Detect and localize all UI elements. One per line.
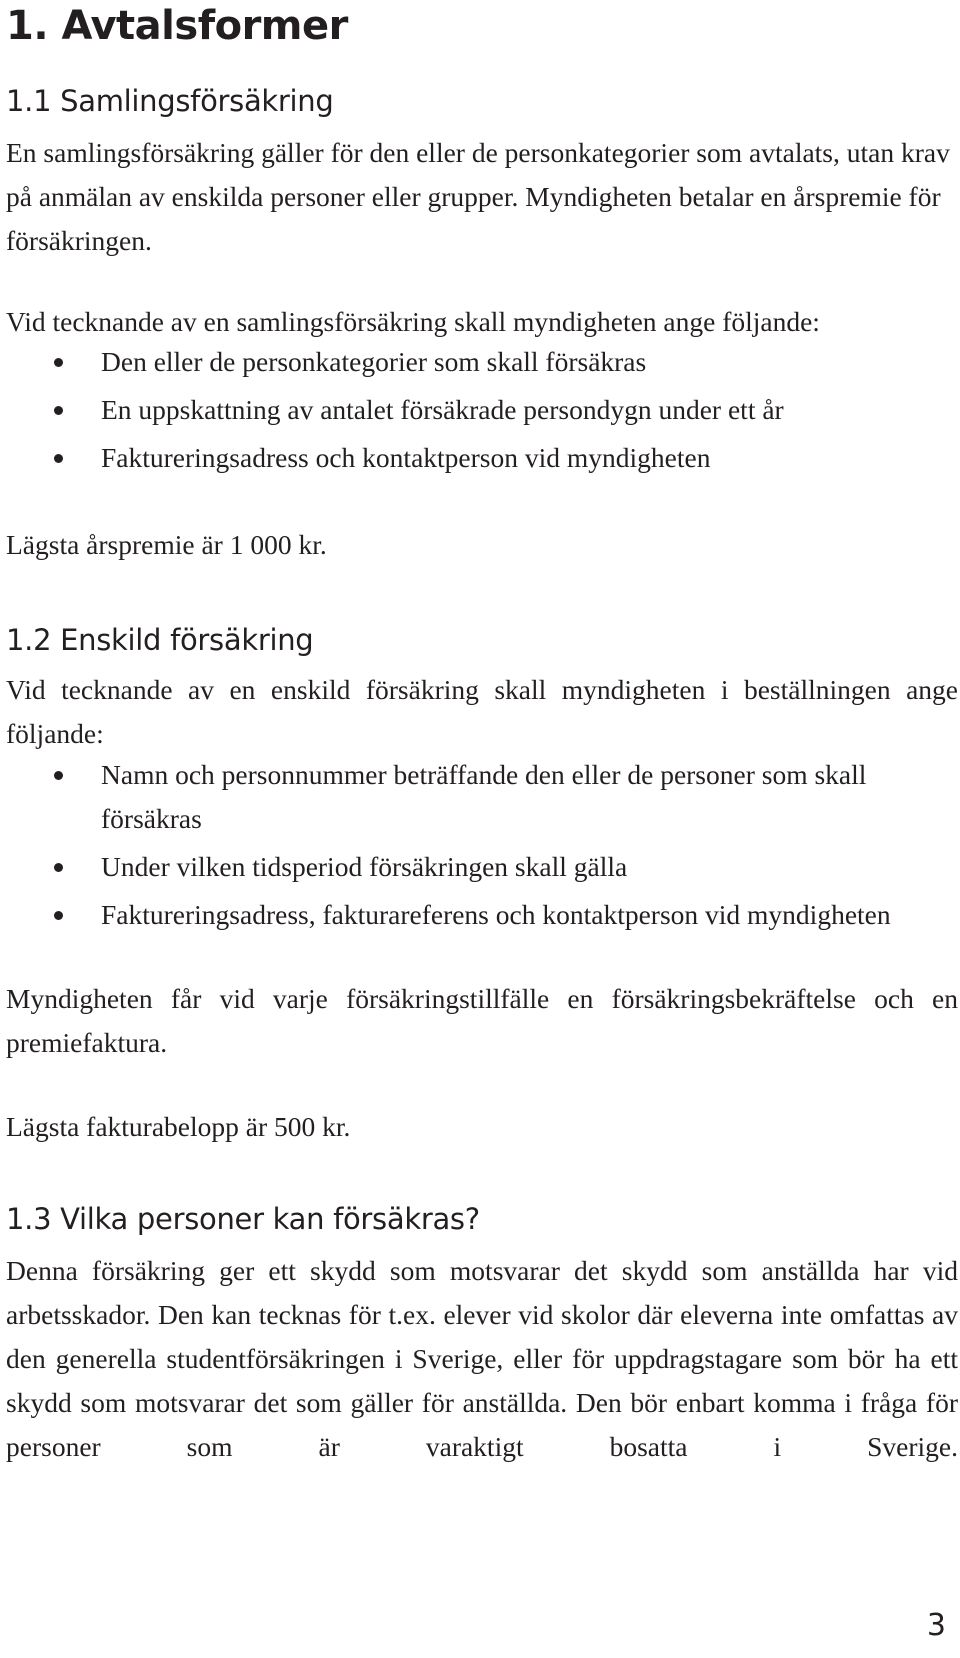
list-item: En uppskattning av antalet försäkrade persondygn under ett år bbox=[0, 388, 958, 432]
bullet-icon bbox=[54, 911, 63, 920]
bullet-icon bbox=[54, 771, 63, 780]
section-1-1-intro: En samlingsförsäkring gäller för den eller de personkategorier som avtalats, utan krav på anmälan av enskilda personer eller grupper. Myndigheten betalar en årspremie för försäkringen. bbox=[6, 137, 950, 256]
list-item: Den eller de personkategorier som skall försäkras bbox=[0, 340, 958, 384]
list-item: Faktureringsadress, fakturareferens och kontaktperson vid myndigheten bbox=[0, 893, 958, 937]
section-1-1-bullet-list bbox=[0, 340, 958, 484]
section-1-2-lead: Vid tecknande av en enskild försäkring skall myndigheten i beställningen ange följande: bbox=[6, 674, 958, 749]
bullet-icon bbox=[54, 358, 63, 367]
section-1-3-body: Denna försäkring ger ett skydd som motsvarar det skydd som anställda har vid arbetsskador. Den kan tecknas för t.ex. elever vid skolor där eleverna inte omfattas av den generella studentförsäkringen i Sverige, eller för uppdragstagare som bör ha ett skydd som motsvarar det som gäller för anställda. Den bör enbart komma i fråga för personer som är varaktigt bosatta i Sverige. bbox=[6, 1255, 958, 1462]
bullet-icon bbox=[54, 863, 63, 872]
bullet-icon bbox=[54, 406, 63, 415]
list-item: Faktureringsadress och kontaktperson vid myndigheten bbox=[0, 436, 958, 480]
bullet-icon bbox=[54, 454, 63, 463]
section-1-2-bullet-list bbox=[0, 753, 958, 941]
section-1-2-title: 1.2 Enskild försäkring bbox=[6, 623, 314, 657]
list-item: Under vilken tidsperiod försäkringen skall gälla bbox=[0, 845, 958, 889]
section-1-2-min-invoice: Lägsta fakturabelopp är 500 kr. bbox=[6, 1111, 351, 1142]
page-heading: 1. Avtalsformer bbox=[6, 3, 348, 49]
section-1-3-title: 1.3 Vilka personer kan försäkras? bbox=[6, 1202, 480, 1236]
list-item: Namn och personnummer beträffande den eller de personer som skall försäkras bbox=[0, 753, 958, 841]
section-1-1-title: 1.1 Samlingsförsäkring bbox=[6, 84, 334, 118]
section-1-1-lead: Vid tecknande av en samlingsförsäkring skall myndigheten ange följande: bbox=[6, 306, 820, 337]
section-1-1-min-premium: Lägsta årspremie är 1 000 kr. bbox=[6, 529, 327, 560]
page-number: 3 bbox=[926, 1608, 946, 1643]
section-1-2-confirmation: Myndigheten får vid varje försäkringstillfälle en försäkringsbekräftelse och en premiefaktura. bbox=[6, 983, 958, 1058]
